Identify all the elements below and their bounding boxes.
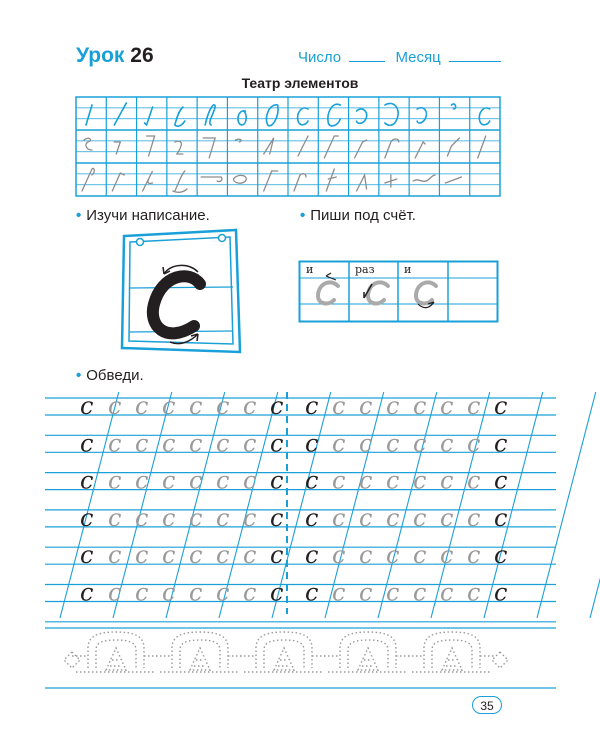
trace-letter: с (270, 578, 284, 607)
trace-letter: с (305, 578, 319, 607)
trace-letter: с (189, 578, 203, 607)
ornament-triangle (274, 648, 294, 670)
trace-letter: с (135, 429, 149, 458)
trace-letter: с (467, 429, 481, 458)
trace-letter: с (80, 429, 94, 458)
trace-letter: с (135, 466, 149, 495)
trace-letter: с (243, 392, 257, 420)
trace-letter: с (135, 578, 149, 607)
section-heading: Театр элементов (241, 75, 359, 91)
ornament-arch (264, 640, 304, 668)
ornament-triangle (358, 648, 378, 670)
ornament-detail (110, 660, 122, 666)
trace-letter: с (494, 466, 508, 495)
trace-letter: с (494, 429, 508, 458)
trace-letter: с (467, 503, 481, 532)
trace-letter: с (440, 503, 454, 532)
trace-letter: с (494, 503, 508, 532)
trace-letter: с (162, 466, 176, 495)
count-label: раз (355, 263, 375, 276)
trace-letter: с (108, 503, 122, 532)
trace-letter: с (216, 392, 230, 420)
trace-letter: с (467, 466, 481, 495)
trace-letter: с (189, 503, 203, 532)
trace-letter: с (270, 503, 284, 532)
trace-letter: с (216, 503, 230, 532)
trace-letter: с (243, 429, 257, 458)
trace-letter: с (359, 429, 373, 458)
trace-letter: с (386, 503, 400, 532)
trace-letter: с (305, 541, 319, 570)
ornament-detail (446, 660, 458, 666)
trace-letter: с (467, 392, 481, 420)
trace-letter: с (135, 503, 149, 532)
trace-letter: с (162, 429, 176, 458)
ornament-diamond (64, 652, 80, 668)
trace-letter: с (440, 466, 454, 495)
bullet-icon: • (76, 207, 82, 224)
instruction-trace: • Обведи. (76, 367, 144, 384)
ornament-detail (278, 660, 290, 666)
trace-letter: с (162, 541, 176, 570)
trace-letter: с (440, 541, 454, 570)
trace-letter: с (413, 503, 427, 532)
date-month-label: Месяц (395, 49, 441, 66)
bullet-icon: • (300, 207, 306, 224)
trace-letter: с (108, 392, 122, 420)
trace-letter: с (386, 578, 400, 607)
trace-letter: с (270, 429, 284, 458)
trace-letter: с (80, 466, 94, 495)
trace-letter: с (305, 392, 319, 420)
trace-letter: с (359, 578, 373, 607)
trace-letter: с (467, 578, 481, 607)
page-number: 35 (472, 696, 502, 714)
trace-letter: с (162, 392, 176, 420)
trace-letter: с (413, 392, 427, 420)
trace-letter: с (467, 541, 481, 570)
trace-letter: с (216, 541, 230, 570)
trace-letter: с (332, 466, 346, 495)
instruction-study: • Изучи написание. (76, 207, 210, 224)
trace-letter: с (359, 392, 373, 420)
trace-letter: с (162, 503, 176, 532)
trace-letter: с (216, 429, 230, 458)
lesson-label: Урок (76, 44, 125, 67)
trace-letter: с (108, 466, 122, 495)
trace-letter: с (359, 466, 373, 495)
trace-letter: с (189, 392, 203, 420)
trace-letter: с (108, 541, 122, 570)
trace-letter: с (332, 392, 346, 420)
trace-letter: с (80, 578, 94, 607)
trace-letter: с (135, 541, 149, 570)
trace-letter: с (386, 392, 400, 420)
trace-letter: с (270, 392, 284, 420)
trace-letter: с (413, 541, 427, 570)
trace-letter: с (305, 466, 319, 495)
ornament-arch (180, 640, 220, 668)
ornament-diamond (492, 652, 508, 668)
trace-letter: с (216, 466, 230, 495)
lesson-number: 26 (130, 44, 154, 67)
trace-letter: с (413, 466, 427, 495)
trace-letter: с (332, 541, 346, 570)
trace-letter: с (243, 503, 257, 532)
trace-letter: с (270, 541, 284, 570)
trace-letter: с (413, 429, 427, 458)
ornament-triangle (442, 648, 462, 670)
date-number-label: Число (298, 49, 342, 66)
ornament-triangle (190, 648, 210, 670)
ornament-detail (362, 660, 374, 666)
trace-letter: с (270, 466, 284, 495)
trace-letter: с (305, 503, 319, 532)
trace-letter: с (494, 541, 508, 570)
ornament-arch (432, 640, 472, 668)
trace-letter: с (332, 429, 346, 458)
trace-letter: с (413, 578, 427, 607)
trace-letter: с (440, 429, 454, 458)
bullet-icon: • (76, 367, 82, 384)
trace-letter: с (80, 503, 94, 532)
trace-letter: с (189, 429, 203, 458)
trace-letter: с (80, 392, 94, 420)
count-label: и (306, 263, 314, 276)
trace-letter: с (332, 578, 346, 607)
trace-letter: с (243, 578, 257, 607)
trace-letter: с (440, 578, 454, 607)
ornament-arch (96, 640, 136, 668)
trace-letter: с (332, 503, 346, 532)
trace-letter: с (189, 466, 203, 495)
trace-letter: с (494, 578, 508, 607)
count-label: и (404, 263, 412, 276)
trace-letter: с (135, 392, 149, 420)
trace-letter: с (216, 578, 230, 607)
trace-letter: с (386, 429, 400, 458)
trace-letter: с (386, 541, 400, 570)
trace-letter: с (189, 541, 203, 570)
ornament-triangle (106, 648, 126, 670)
ornament-arch (348, 640, 388, 668)
trace-letter: с (386, 466, 400, 495)
trace-letter: с (80, 541, 94, 570)
instruction-count: • Пиши под счёт. (300, 207, 416, 224)
trace-letter: с (243, 541, 257, 570)
ornament-detail (194, 660, 206, 666)
trace-letter: с (494, 392, 508, 420)
trace-letter: с (440, 392, 454, 420)
trace-letter: с (305, 429, 319, 458)
trace-letter: с (359, 503, 373, 532)
trace-letter: с (359, 541, 373, 570)
trace-letter: с (108, 429, 122, 458)
trace-letter: с (108, 578, 122, 607)
trace-letter: с (162, 578, 176, 607)
trace-letter: с (243, 466, 257, 495)
